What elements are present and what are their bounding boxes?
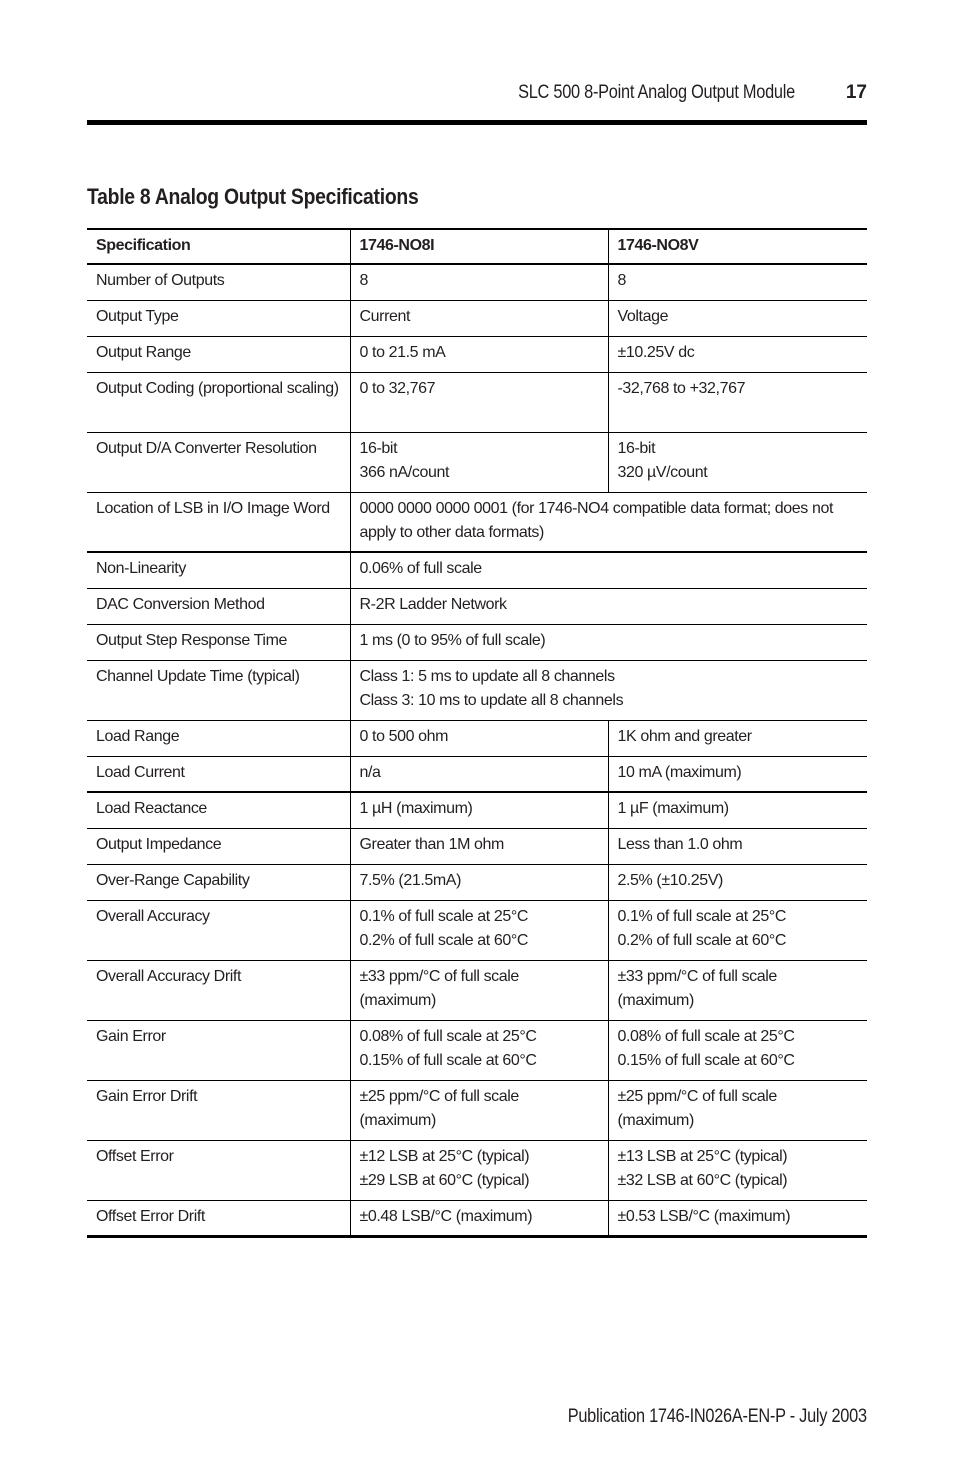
spec-no8v-value-cell-text: 1K ohm and greater xyxy=(617,727,752,745)
spec-no8v-value-cell xyxy=(608,720,867,756)
table-body xyxy=(87,264,867,1236)
table-row xyxy=(87,1200,867,1236)
spec-name-cell xyxy=(87,492,350,552)
spec-name-cell-text: Offset Error Drift xyxy=(96,1207,205,1225)
spec-name-cell xyxy=(87,1200,350,1236)
page-header xyxy=(87,80,867,125)
spec-name-cell xyxy=(87,300,350,336)
table-title: Table 8 Analog Output Specifications xyxy=(87,184,419,209)
spec-no8v-value-cell-text: 8 xyxy=(617,272,626,289)
spec-no8v-value-cell xyxy=(608,372,867,432)
table-row xyxy=(87,588,867,624)
spec-no8v-value-cell-text: Voltage xyxy=(617,307,669,325)
spec-no8v-value-cell-text: 16-bit 320 µV/count xyxy=(617,439,708,481)
table-row xyxy=(87,552,867,588)
page-number: 17 xyxy=(845,82,867,103)
spec-no8i-value-cell-text: ±0.48 LSB/°C (maximum) xyxy=(359,1207,533,1225)
table-row xyxy=(87,1080,867,1140)
spec-no8i-value-cell-text: 0.08% of full scale at 25°C 0.15% of full scale at 60°C xyxy=(359,1027,537,1069)
spec-no8i-value-cell-text: ±25 ppm/°C of full scale (maximum) xyxy=(359,1087,519,1129)
spec-name-cell-text: Load Reactance xyxy=(96,800,207,817)
spec-no8v-value-cell-text: 10 mA (maximum) xyxy=(617,763,742,781)
spec-no8v-value-cell xyxy=(608,1200,867,1236)
spec-name-cell-text: Offset Error xyxy=(96,1147,174,1165)
table-row xyxy=(87,900,867,960)
analog-output-specifications-table xyxy=(87,228,867,1238)
spec-no8v-value-cell-text: 0.1% of full scale at 25°C 0.2% of full scale at 60°C xyxy=(617,907,787,949)
spec-no8i-value-cell-text: 0 to 21.5 mA xyxy=(359,343,446,361)
table-row xyxy=(87,624,867,660)
spec-no8i-value-cell xyxy=(350,1140,608,1200)
table-row xyxy=(87,264,867,300)
spec-no8i-value-cell xyxy=(350,264,608,300)
spec-name-cell-text: Output Range xyxy=(96,343,191,361)
spec-shared-value-cell xyxy=(350,552,867,588)
spec-no8v-value-cell xyxy=(608,432,867,492)
table-row xyxy=(87,660,867,720)
spec-name-cell xyxy=(87,372,350,432)
spec-no8i-value-cell-text: ±12 LSB at 25°C (typical) ±29 LSB at 60°C (typical) xyxy=(359,1147,530,1189)
spec-no8i-value-cell-text: 8 xyxy=(359,272,368,289)
running-header-title: SLC 500 8-Point Analog Output Module xyxy=(518,82,795,103)
spec-no8i-value-cell-text: 0 to 32,767 xyxy=(359,379,436,397)
spec-name-cell xyxy=(87,960,350,1020)
spec-shared-value-cell xyxy=(350,588,867,624)
spec-no8i-value-cell xyxy=(350,1020,608,1080)
spec-name-cell-text: Output Type xyxy=(96,307,179,325)
spec-name-cell-text: Location of LSB in I/O Image Word xyxy=(96,499,330,517)
spec-name-cell xyxy=(87,588,350,624)
spec-no8i-value-cell xyxy=(350,756,608,792)
spec-no8v-value-cell-text: 0.08% of full scale at 25°C 0.15% of full scale at 60°C xyxy=(617,1027,795,1069)
publication-footer: Publication 1746-IN026A-EN-P - July 2003 xyxy=(567,1406,867,1427)
table-row xyxy=(87,792,867,828)
spec-no8v-value-cell-text: ±10.25V dc xyxy=(617,343,695,361)
spec-no8v-value-cell-text: 1 µF (maximum) xyxy=(617,800,729,817)
spec-no8i-value-cell xyxy=(350,336,608,372)
spec-name-cell xyxy=(87,864,350,900)
spec-no8i-value-cell xyxy=(350,828,608,864)
table-row xyxy=(87,300,867,336)
spec-no8i-value-cell-text: 1 µH (maximum) xyxy=(359,800,473,817)
spec-name-cell-text: Load Range xyxy=(96,727,180,745)
spec-no8v-value-cell-text: ±0.53 LSB/°C (maximum) xyxy=(617,1207,791,1225)
spec-name-cell xyxy=(87,432,350,492)
spec-shared-value-cell xyxy=(350,660,867,720)
spec-no8i-value-cell xyxy=(350,372,608,432)
spec-no8v-value-cell xyxy=(608,960,867,1020)
spec-name-cell xyxy=(87,792,350,828)
spec-no8i-value-cell-text: Greater than 1M ohm xyxy=(359,835,504,853)
table-header-row xyxy=(87,229,867,264)
table-row xyxy=(87,1140,867,1200)
spec-name-cell-text: Load Current xyxy=(96,763,185,781)
table-row xyxy=(87,1020,867,1080)
table-row xyxy=(87,756,867,792)
column-header-specification: Specification xyxy=(87,229,350,264)
spec-no8i-value-cell-text: 16-bit 366 nA/count xyxy=(359,439,449,481)
spec-no8v-value-cell xyxy=(608,336,867,372)
spec-no8v-value-cell-text: ±25 ppm/°C of full scale (maximum) xyxy=(617,1087,777,1129)
spec-name-cell-text: Gain Error Drift xyxy=(96,1087,198,1105)
table-row xyxy=(87,720,867,756)
spec-no8v-value-cell xyxy=(608,1080,867,1140)
spec-shared-value-cell xyxy=(350,624,867,660)
spec-no8v-value-cell-text: Less than 1.0 ohm xyxy=(617,835,743,853)
spec-name-cell xyxy=(87,552,350,588)
column-header-1746-no8v: 1746-NO8V xyxy=(608,229,867,264)
spec-name-cell-text: Channel Update Time (typical) xyxy=(96,667,300,685)
spec-name-cell-text: Non-Linearity xyxy=(96,560,186,577)
spec-name-cell-text: Over-Range Capability xyxy=(96,871,250,889)
spec-name-cell-text: Overall Accuracy xyxy=(96,907,210,925)
spec-no8i-value-cell-text: n/a xyxy=(359,763,381,781)
spec-name-cell-text: Overall Accuracy Drift xyxy=(96,967,242,985)
spec-name-cell xyxy=(87,900,350,960)
spec-no8i-value-cell-text: Current xyxy=(359,307,411,325)
spec-shared-value-cell-text: R-2R Ladder Network xyxy=(359,595,507,613)
spec-name-cell xyxy=(87,336,350,372)
spec-no8v-value-cell-text: ±33 ppm/°C of full scale (maximum) xyxy=(617,967,777,1009)
spec-no8i-value-cell xyxy=(350,432,608,492)
spec-no8i-value-cell xyxy=(350,1200,608,1236)
table-row xyxy=(87,960,867,1020)
spec-no8i-value-cell xyxy=(350,864,608,900)
spec-name-cell-text: Output Impedance xyxy=(96,835,222,853)
spec-no8i-value-cell xyxy=(350,792,608,828)
table-row xyxy=(87,372,867,432)
spec-no8v-value-cell-text: -32,768 to +32,767 xyxy=(617,379,746,397)
spec-no8i-value-cell xyxy=(350,960,608,1020)
spec-shared-value-cell-text: 0.06% of full scale xyxy=(359,560,482,577)
spec-no8i-value-cell xyxy=(350,1080,608,1140)
table-row xyxy=(87,336,867,372)
column-header-1746-no8i: 1746-NO8I xyxy=(350,229,608,264)
spec-no8v-value-cell xyxy=(608,300,867,336)
spec-no8v-value-cell xyxy=(608,864,867,900)
spec-shared-value-cell-text: Class 1: 5 ms to update all 8 channels Class 3: 10 ms to update all 8 channels xyxy=(359,667,624,709)
spec-name-cell xyxy=(87,1140,350,1200)
spec-no8v-value-cell xyxy=(608,756,867,792)
spec-no8v-value-cell xyxy=(608,900,867,960)
spec-name-cell xyxy=(87,624,350,660)
spec-no8v-value-cell xyxy=(608,792,867,828)
spec-name-cell-text: Number of Outputs xyxy=(96,272,225,289)
spec-no8i-value-cell-text: 7.5% (21.5mA) xyxy=(359,871,462,889)
table-row xyxy=(87,864,867,900)
spec-no8i-value-cell xyxy=(350,300,608,336)
spec-shared-value-cell-text: 0000 0000 0000 0001 (for 1746-NO4 compatible data format; does not apply to other data formats) xyxy=(359,499,833,541)
spec-no8v-value-cell-text: ±13 LSB at 25°C (typical) ±32 LSB at 60°C (typical) xyxy=(617,1147,788,1189)
table-row xyxy=(87,492,867,552)
spec-name-cell-text: Output D/A Converter Resolution xyxy=(96,439,317,457)
spec-shared-value-cell-text: 1 ms (0 to 95% of full scale) xyxy=(359,631,546,649)
spec-name-cell xyxy=(87,828,350,864)
spec-name-cell-text: Gain Error xyxy=(96,1027,166,1045)
table-row xyxy=(87,432,867,492)
spec-name-cell xyxy=(87,1020,350,1080)
spec-name-cell xyxy=(87,1080,350,1140)
spec-no8v-value-cell-text: 2.5% (±10.25V) xyxy=(617,871,723,889)
spec-no8v-value-cell xyxy=(608,1020,867,1080)
spec-no8i-value-cell-text: ±33 ppm/°C of full scale (maximum) xyxy=(359,967,519,1009)
spec-name-cell xyxy=(87,720,350,756)
spec-no8i-value-cell-text: 0 to 500 ohm xyxy=(359,727,449,745)
spec-no8i-value-cell xyxy=(350,720,608,756)
spec-name-cell-text: Output Step Response Time xyxy=(96,631,288,649)
spec-no8i-value-cell-text: 0.1% of full scale at 25°C 0.2% of full scale at 60°C xyxy=(359,907,529,949)
spec-name-cell-text: Output Coding (proportional scaling) xyxy=(96,379,339,397)
table-row xyxy=(87,828,867,864)
spec-shared-value-cell xyxy=(350,492,867,552)
spec-no8i-value-cell xyxy=(350,900,608,960)
spec-name-cell xyxy=(87,660,350,720)
spec-no8v-value-cell xyxy=(608,828,867,864)
spec-name-cell xyxy=(87,756,350,792)
spec-name-cell xyxy=(87,264,350,300)
spec-no8v-value-cell xyxy=(608,1140,867,1200)
spec-name-cell-text: DAC Conversion Method xyxy=(96,595,265,613)
spec-no8v-value-cell xyxy=(608,264,867,300)
